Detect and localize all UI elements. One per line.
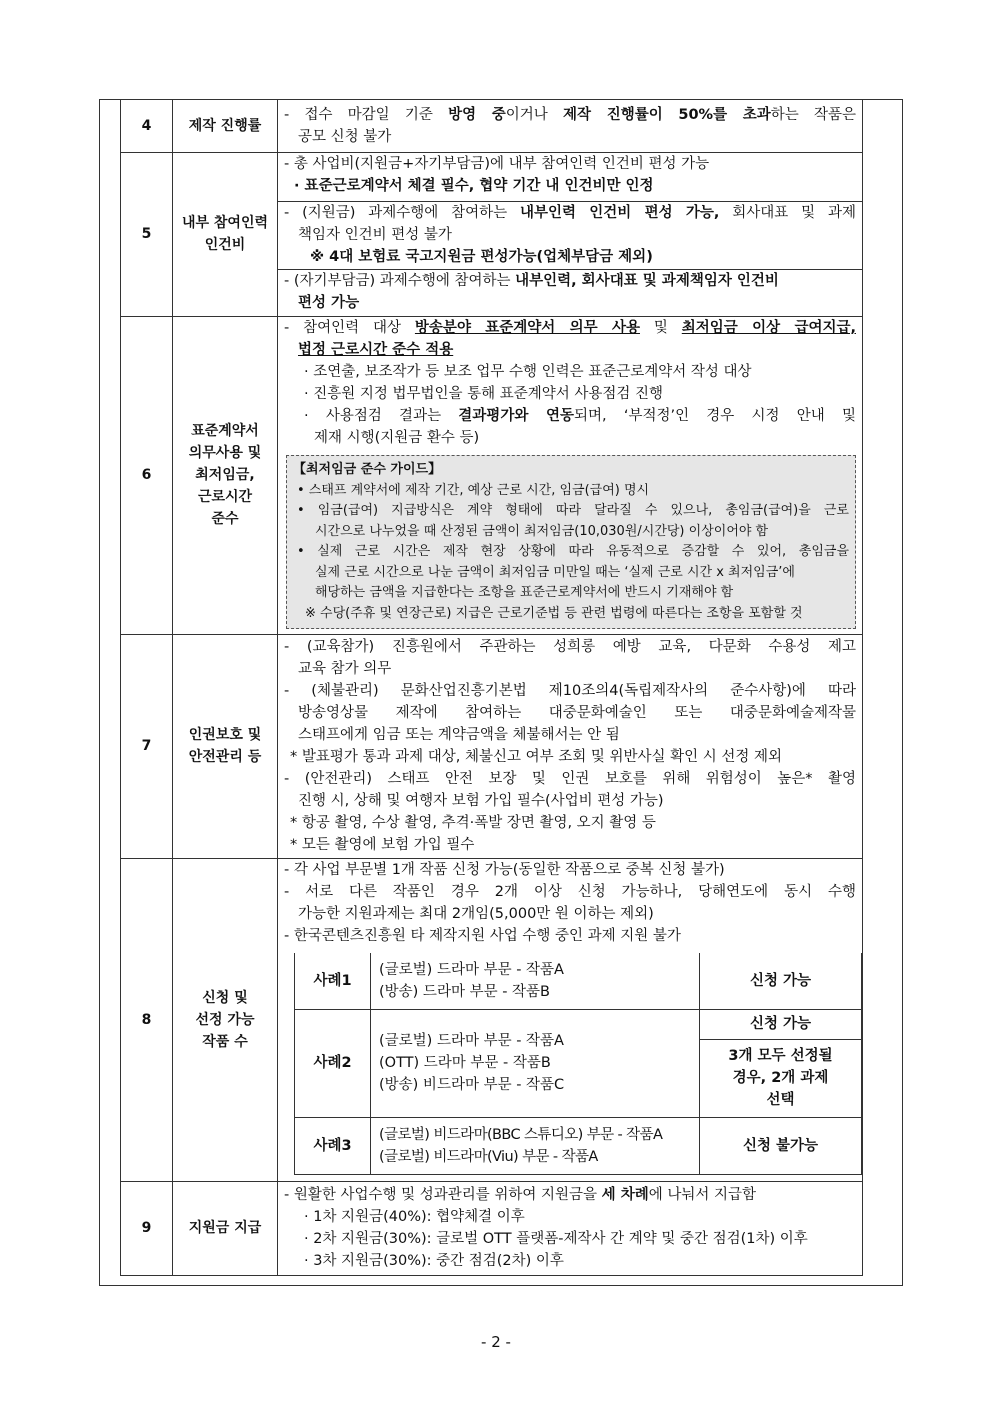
row-number: 9 <box>121 1181 173 1275</box>
case-result: 신청 불가능 <box>700 1117 862 1174</box>
row-content <box>278 100 863 152</box>
row-number: 5 <box>121 152 173 316</box>
case-description: (글로벌) 드라마 부문 - 작품A (OTT) 드라마 부문 - 작품B (방송) 비드라마 부문 - 작품C <box>371 1009 700 1117</box>
table-row-4 <box>121 100 863 152</box>
row-number: 8 <box>121 858 173 1181</box>
row-title: 제작 진행률 <box>173 100 278 152</box>
row-title: 표준계약서 의무사용 및 최저임금, 근로시간 준수 <box>173 316 278 634</box>
row-number: 6 <box>121 316 173 634</box>
table-row-6 <box>121 316 863 634</box>
application-cases-table <box>294 953 862 1175</box>
table-row-7 <box>121 634 863 858</box>
table-row-8 <box>121 858 863 1181</box>
case-description: (글로벌) 비드라마(BBC 스튜디오) 부문 - 작품A (글로벌) 비드라마(Viu) 부문 - 작품A <box>371 1117 700 1174</box>
row-number: 4 <box>121 100 173 152</box>
guide-title: 【최저임금 준수 가이드】 <box>293 462 442 477</box>
row-content: - (교육참가) 진흥원에서 주관하는 성희롱 예방 교육, 다문화 수용성 제고 교육 참가 의무 - (체불관리) 문화산업진흥기본법 제10조의4(독립제작사의 준수사항)에 따라 방송영상물 제작에 참여하는 대중문화예술인 또는 대중문화예술제작물 스태프에게 임금 또는 계약금액을 체불해서는 안 됨 * 발표평가 통과 과제 대상, 체불신고 여부 조회 및 위반사실 확인 시 선정 제외 - (안전관리) 스태프 안전 보장 및 인권 보호를 위해 위험성이 높은* 촬영 진행 시, 상해 및 여행자 보험 가입 필수(사업비 편성 가능) * 항공 촬영, 수상 촬영, 추격·폭발 장면 촬영, 오지 촬영 등 * 모든 촬영에 보험 가입 필수 <box>278 634 863 858</box>
case-row <box>295 1117 862 1174</box>
row-title: 지원금 지급 <box>173 1181 278 1275</box>
case-row <box>295 953 862 1010</box>
row-content <box>278 152 863 316</box>
row-title: 신청 및 선정 가능 작품 수 <box>173 858 278 1181</box>
content-line: - 접수 마감일 기준 방영 중이거나 제작 진행률이 50%를 초과하는 작품은 <box>284 106 856 123</box>
case-description: (글로벌) 드라마 부문 - 작품A (방송) 드라마 부문 - 작품B <box>371 953 700 1010</box>
row-title: 내부 참여인력 인건비 <box>173 152 278 316</box>
case-label: 사례2 <box>295 1009 371 1117</box>
case-label: 사례3 <box>295 1117 371 1174</box>
page-number: - 2 - <box>481 1333 511 1351</box>
table-row-5 <box>121 152 863 316</box>
row-content: - 원활한 사업수행 및 성과관리를 위하여 지원금을 세 차례에 나눠서 지급함 · 1차 지원금(40%): 협약체결 이후 · 2차 지원금(30%): 글로벌 OTT 플랫폼-제작사 간 계약 및 중간 점검(1차) 이후 · 3차 지원금(30%): 중간 점검(2차) 이후 <box>278 1181 863 1275</box>
content-line: 공모 신청 불가 <box>298 128 392 145</box>
content-block: - (지원금) 과제수행에 참여하는 내부인력 인건비 편성 가능, 회사대표 및 과제 책임자 인건비 편성 불가 ※ 4대 보험료 국고지원금 편성가능(업체부담금 제외) <box>278 201 862 269</box>
table-row-9 <box>121 1181 863 1275</box>
row-content: - 각 사업 부문별 1개 작품 신청 가능(동일한 작품으로 중복 신청 불가) - 서로 다른 작품인 경우 2개 이상 신청 가능하나, 당해연도에 동시 수행 가능한 지원과제는 최대 2개임(5,000만 원 이하는 제외) - 한국콘텐츠진흥원 타 제작지원 사업 수행 중인 과제 지원 불가 사례1 (글로벌) 드라마 부문 - 작품A (방송) 드라마 부문 - 작품B 신청 가능 사례2 (글로벌) 드라마 부문 - 작품A (OTT) 드라마 부문 - 작품B (방송) 비드라마 부문 - 작품C 신청 가능 3개 모두 선정될 경우, 2개 과제 선택 사례3 (글로벌) 비드라마(BBC 스튜디오) 부문 - 작품A (글로벌) 비드라마(Viu) 부문 - 작품A 신청 불가능 <box>278 858 863 1181</box>
row-content: - 참여인력 대상 방송분야 표준계약서 의무 사용 및 최저임금 이상 급여지급, 법정 근로시간 준수 적용 · 조연출, 보조작가 등 보조 업무 수행 인력은 표준근로계약서 작성 대상 · 진흥원 지정 법무법인을 통해 표준계약서 사용점검 진행 · 사용점검 결과는 결과평가와 연동되며, ‘부적정’인 경우 시정 안내 및 제재 시행(지원금 환수 등) 【최저임금 준수 가이드】 • 스태프 계약서에 제작 기간, 예상 근로 시간, 임금(급여) 명시 • 임금(급여) 지급방식은 계약 형태에 따라 달라질 수 있으나, 총임금(급여)을 근로 시간으로 나누었을 때 산정된 금액이 최저임금(10,030원/시간당) 이상이어야 함 • 실제 근로 시간은 제작 현장 상황에 따라 유동적으로 증감할 수 있어, 총임금을 실제 근로 시간으로 나눈 금액이 최저임금 미만일 때는 ‘실제 근로 시간 x 최저임금’에 해당하는 금액을 지급한다는 조항을 표준근로계약서에 반드시 기재해야 함 ※ 수당(주휴 및 연장근로) 지급은 근로기준법 등 관련 법령에 따른다는 조항을 포함할 것 <box>278 316 863 634</box>
minimum-wage-guide-box: 【최저임금 준수 가이드】 • 스태프 계약서에 제작 기간, 예상 근로 시간, 임금(급여) 명시 • 임금(급여) 지급방식은 계약 형태에 따라 달라질 수 있으나, 총임금(급여)을 근로 시간으로 나누었을 때 산정된 금액이 최저임금(10,030원/시간당) 이상이어야 함 • 실제 근로 시간은 제작 현장 상황에 따라 유동적으로 증감할 수 있어, 총임금을 실제 근로 시간으로 나눈 금액이 최저임금 미만일 때는 ‘실제 근로 시간 x 최저임금’에 해당하는 금액을 지급한다는 조항을 표준근로계약서에 반드시 기재해야 함 ※ 수당(주휴 및 연장근로) 지급은 근로기준법 등 관련 법령에 따른다는 조항을 포함할 것 <box>286 455 856 629</box>
case-row <box>295 1009 862 1039</box>
case-label: 사례1 <box>295 953 371 1010</box>
case-result: 신청 가능 <box>700 953 862 1010</box>
row-title: 인권보호 및 안전관리 등 <box>173 634 278 858</box>
requirements-table <box>120 100 863 1276</box>
content-block: - 총 사업비(지원금+자기부담금)에 내부 참여인력 인건비 편성 가능 · 표준근로계약서 체결 필수, 협약 기간 내 인건비만 인정 <box>284 155 710 194</box>
content-block: - (자기부담금) 과제수행에 참여하는 내부인력, 회사대표 및 과제책임자 인건비 편성 가능 <box>278 269 862 316</box>
case-result: 3개 모두 선정될 경우, 2개 과제 선택 <box>700 1039 862 1117</box>
case-result: 신청 가능 <box>700 1009 862 1039</box>
row-number: 7 <box>121 634 173 858</box>
